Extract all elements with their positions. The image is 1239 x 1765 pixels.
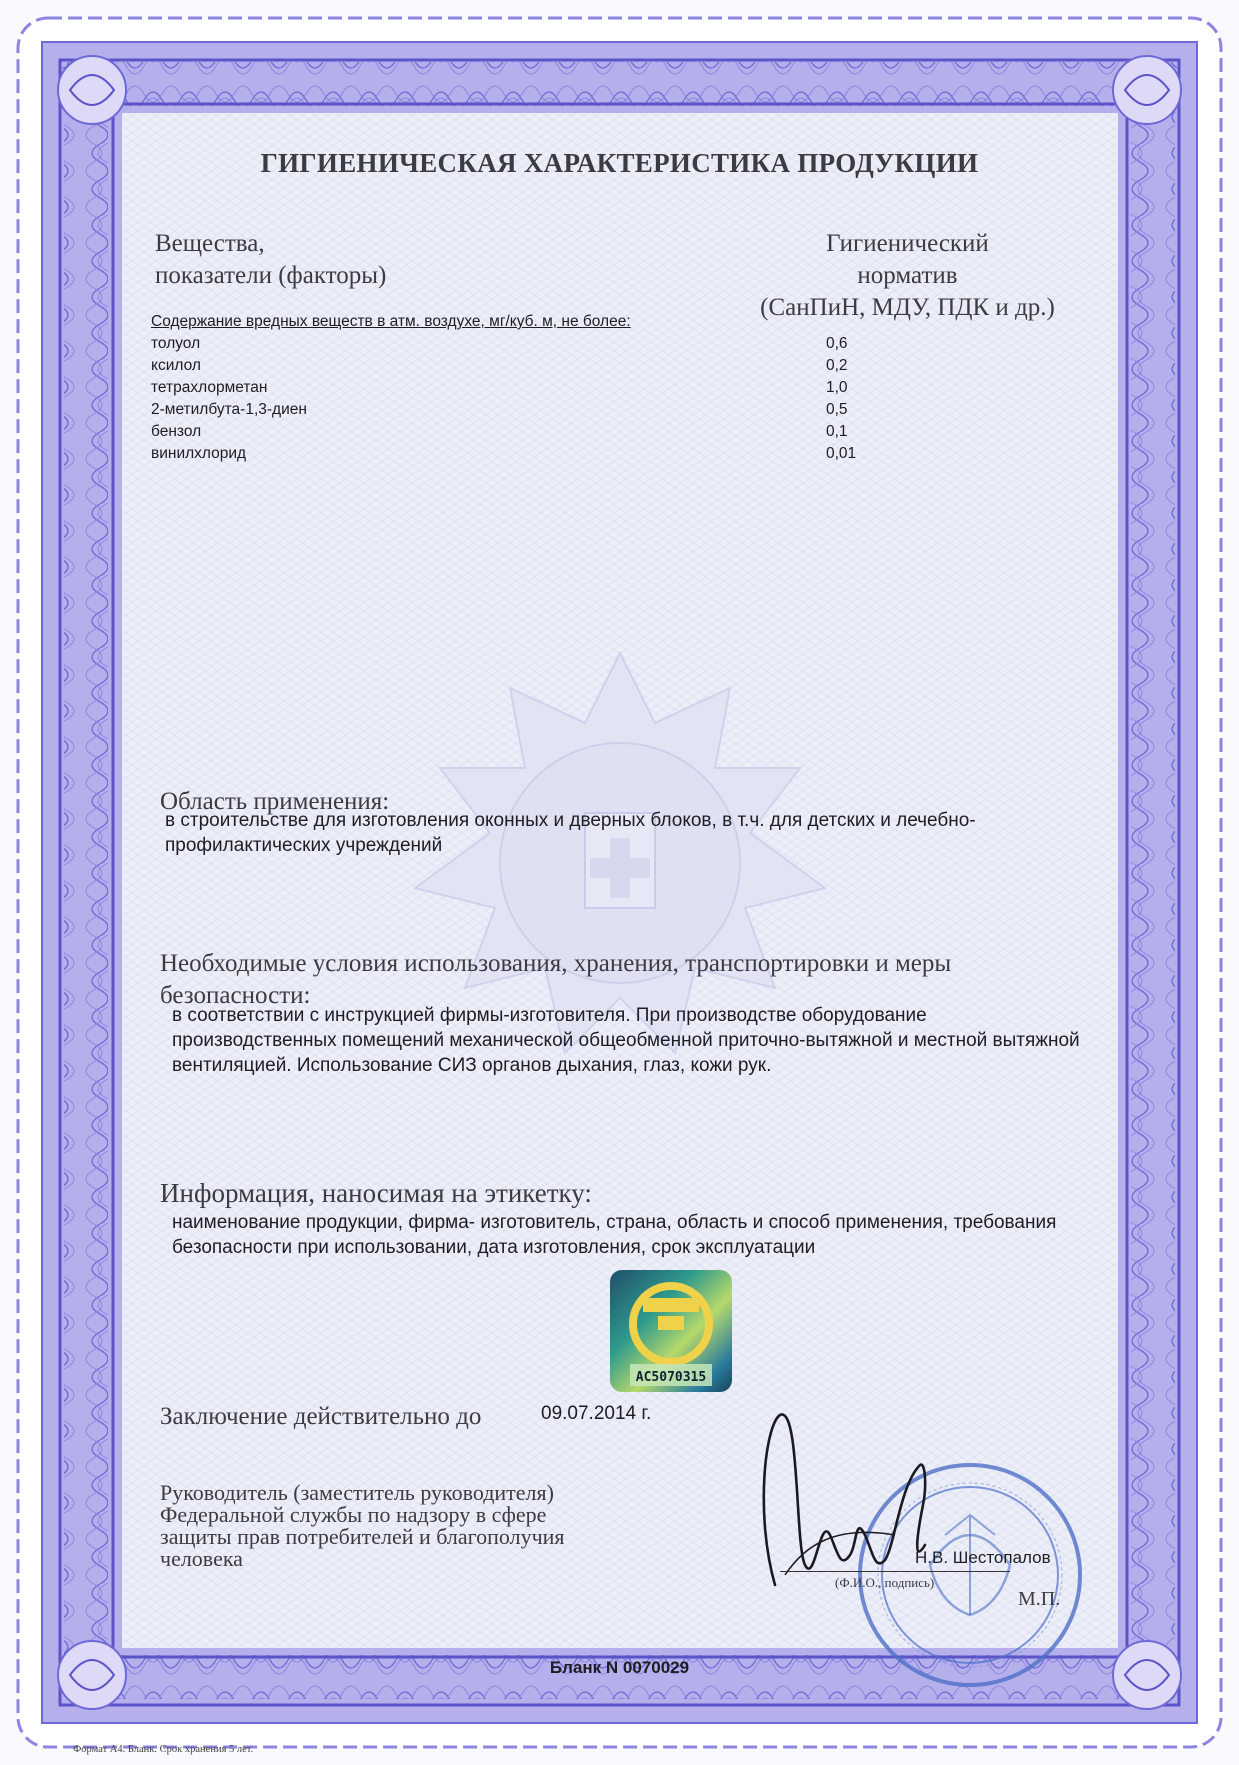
substance-name: винилхлорид	[151, 445, 247, 462]
signature-line	[780, 1571, 1010, 1572]
header-left-line: показатели (факторы)	[155, 262, 387, 289]
signatory-name: Н.В. Шестопалов	[915, 1548, 1051, 1567]
signatory-title	[160, 1482, 565, 1570]
signatory-line: Федеральной службы по надзору в сфере	[160, 1502, 547, 1527]
substance-row	[151, 401, 911, 423]
blank-number: Бланк N 0070029	[549, 1658, 690, 1677]
substance-name: ксилол	[151, 357, 201, 374]
substances-heading: Содержание вредных веществ в атм. воздухе, мг/куб. м, не более:	[151, 313, 631, 330]
substance-value: 0,01	[826, 445, 857, 462]
substance-value: 0,2	[826, 357, 848, 374]
hologram-sticker	[610, 1270, 732, 1392]
header-right-line: (СанПиН, МДУ, ПДК и др.)	[760, 294, 1055, 321]
substance-row	[151, 445, 911, 467]
header-left-line: Вещества,	[155, 230, 265, 257]
substance-name: тетрахлорметан	[151, 379, 268, 396]
format-note: Формат А4. Бланк. Срок хранения 5 лет.	[73, 1744, 254, 1755]
substance-row	[151, 335, 911, 357]
substance-value: 0,5	[826, 401, 848, 418]
substance-row	[151, 379, 911, 401]
substance-row	[151, 423, 911, 445]
label-info-label: Информация, наносимая на этикетку:	[160, 1178, 592, 1208]
conditions-label-line1: Необходимые условия использования, хранения, транспортировки и меры	[160, 950, 952, 977]
header-right-line: Гигиенический	[826, 230, 989, 257]
stamp-place-label: М.П.	[1018, 1588, 1061, 1610]
hologram-code: AC5070315	[635, 1370, 707, 1385]
signature	[745, 1395, 975, 1605]
signatory-line: Руководитель (заместитель руководителя)	[160, 1480, 554, 1505]
substance-name: толуол	[151, 335, 201, 352]
substance-name: бензол	[151, 423, 202, 440]
column-header-norm	[745, 228, 1070, 324]
substance-value: 0,6	[826, 335, 848, 352]
hologram-icon	[610, 1270, 732, 1392]
substance-row	[151, 357, 911, 379]
conditions-text: в соответствии с инструкцией фирмы-изготовителя. При производстве оборудование производственных помещений механической общеобменной приточно-вытяжной и местной вытяжной вентиляцией. Использование СИЗ органов дыхания, глаз, кожи рук.	[172, 1005, 1080, 1076]
substances-table	[151, 335, 911, 467]
label-info-text: наименование продукции, фирма- изготовитель, страна, область и способ применения, требования безопасности при использовании, дата изготовления, срок эксплуатации	[172, 1212, 1057, 1258]
column-header-substances	[155, 228, 386, 292]
validity-date: 09.07.2014 г.	[541, 1403, 652, 1424]
document-title: ГИГИЕНИЧЕСКАЯ ХАРАКТЕРИСТИКА ПРОДУКЦИИ	[260, 148, 979, 178]
signature-caption: (Ф.И.О., подпись)	[835, 1575, 935, 1590]
substance-value: 1,0	[826, 379, 848, 396]
application-label: Область применения:	[160, 788, 390, 815]
signatory-line: человека	[160, 1546, 243, 1571]
signatory-line: защиты прав потребителей и благополучия	[160, 1524, 565, 1549]
substance-value: 0,1	[826, 423, 848, 440]
conditions-label-line2: безопасности:	[160, 982, 311, 1009]
header-right-line: норматив	[857, 262, 958, 289]
substance-name: 2-метилбута-1,3-диен	[151, 401, 307, 418]
application-text: в строительстве для изготовления оконных и дверных блоков, в т.ч. для детских и лечебно-профилактических учреждений	[165, 810, 976, 856]
validity-label: Заключение действительно до	[160, 1403, 482, 1430]
